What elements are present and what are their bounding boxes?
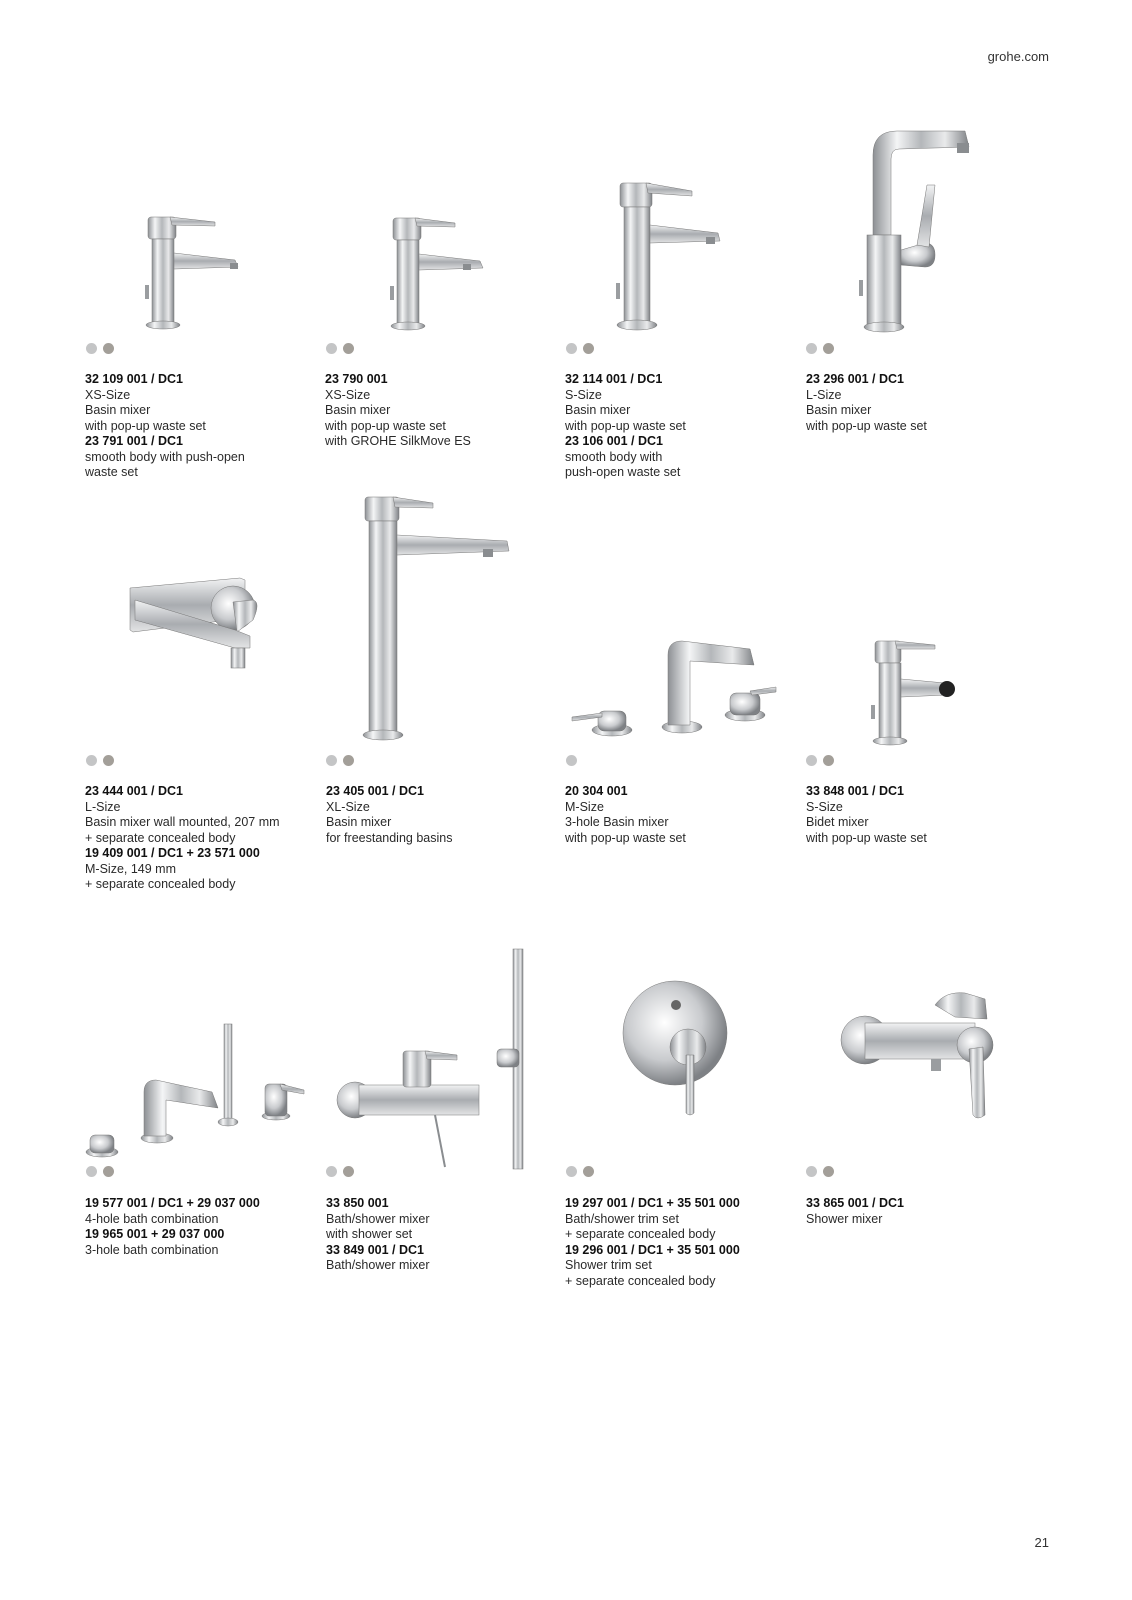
product-detail: waste set (85, 465, 138, 479)
finish-brushed-swatch (343, 343, 354, 354)
product-detail: with pop-up waste set (565, 830, 686, 845)
article-number: 33 865 001 / DC1 (806, 1196, 904, 1210)
site-url: grohe.com (987, 49, 1049, 64)
product-description (326, 1196, 556, 1274)
product-detail: + separate concealed body (85, 877, 236, 891)
finish-chrome-swatch (326, 343, 337, 354)
product-type: 3-hole bath combination (85, 1242, 219, 1257)
finish-chrome-swatch (326, 1166, 337, 1177)
basin-mixer-xs-image (140, 205, 250, 335)
size-label: L-Size (806, 387, 842, 402)
product-detail: for freestanding basins (326, 830, 453, 845)
finish-brushed-swatch (103, 755, 114, 766)
product-description (565, 1196, 795, 1289)
finish-chrome-swatch (326, 755, 337, 766)
basin-mixer-l-image (855, 125, 985, 335)
finish-chrome-swatch (86, 343, 97, 354)
product-type: Bidet mixer (806, 815, 869, 829)
finish-swatches (326, 1166, 354, 1177)
size-label: XS-Size (325, 387, 371, 402)
article-number: 32 109 001 / DC1 (85, 372, 183, 386)
article-number: 33 850 001 (326, 1196, 389, 1210)
finish-brushed-swatch (823, 755, 834, 766)
product-detail: smooth body with (565, 449, 663, 464)
basin-mixer-s-image (610, 175, 730, 335)
finish-chrome-swatch (806, 1166, 817, 1177)
product-type: Basin mixer (325, 403, 391, 417)
finish-swatches (86, 1166, 114, 1177)
finish-brushed-swatch (343, 755, 354, 766)
finish-swatches (806, 343, 834, 354)
bidet-mixer-image (855, 635, 965, 750)
product-description (565, 784, 795, 846)
product-detail: push-open waste set (565, 465, 681, 479)
finish-swatches (566, 1166, 594, 1177)
article-number: 19 577 001 / DC1 + 29 037 000 (85, 1196, 260, 1210)
wall-mounted-basin-mixer-image (125, 570, 265, 680)
page-number: 21 (1034, 1535, 1049, 1550)
product-type: Basin mixer (85, 403, 151, 417)
article-number: 23 791 001 / DC1 (85, 434, 183, 448)
product-detail: M-Size, 149 mm (85, 861, 176, 876)
product-detail: + separate concealed body (565, 1227, 716, 1241)
finish-brushed-swatch (103, 1166, 114, 1177)
finish-chrome-swatch (86, 1166, 97, 1177)
product-detail: with pop-up waste set (806, 830, 927, 845)
article-number: 23 106 001 / DC1 (565, 434, 663, 448)
product-type: Basin mixer (806, 403, 872, 417)
product-detail: with pop-up waste set (85, 418, 206, 433)
article-number: 23 790 001 (325, 372, 388, 386)
product-type: Basin mixer wall mounted, 207 mm (85, 815, 280, 829)
finish-chrome-swatch (86, 755, 97, 766)
article-number: 33 849 001 / DC1 (326, 1242, 424, 1257)
finish-swatches (566, 343, 594, 354)
four-hole-bath-combination-image (82, 1020, 307, 1160)
finish-brushed-swatch (583, 343, 594, 354)
finish-chrome-swatch (566, 1166, 577, 1177)
product-detail: with pop-up waste set (565, 418, 686, 433)
product-detail: smooth body with push-open (85, 449, 245, 464)
product-description (85, 372, 315, 481)
finish-swatches (566, 755, 577, 766)
finish-chrome-swatch (566, 343, 577, 354)
size-label: XL-Size (326, 799, 370, 814)
article-number: 19 296 001 / DC1 + 35 501 000 (565, 1242, 740, 1257)
product-detail: with pop-up waste set (325, 418, 446, 433)
product-type: 4-hole bath combination (85, 1211, 219, 1226)
product-detail: with pop-up waste set (806, 418, 927, 433)
product-detail: with GROHE SilkMove ES (325, 434, 471, 448)
product-type: Bath/shower trim set (565, 1211, 679, 1226)
article-number: 19 297 001 / DC1 + 35 501 000 (565, 1196, 740, 1210)
product-type: 3-hole Basin mixer (565, 815, 669, 829)
three-hole-basin-mixer-image (570, 635, 780, 745)
finish-chrome-swatch (806, 755, 817, 766)
product-type: Shower mixer (806, 1211, 883, 1226)
finish-brushed-swatch (103, 343, 114, 354)
product-detail: with shower set (326, 1227, 413, 1241)
size-label: S-Size (565, 387, 602, 402)
product-description (565, 372, 795, 481)
product-description (326, 784, 556, 846)
article-number: 19 409 001 / DC1 + 23 571 000 (85, 846, 260, 860)
size-label: XS-Size (85, 387, 131, 402)
finish-brushed-swatch (823, 1166, 834, 1177)
product-detail: + separate concealed body (565, 1273, 716, 1288)
basin-mixer-xs-silkmove-image (385, 210, 495, 335)
article-number: 23 444 001 / DC1 (85, 784, 183, 798)
product-type: Bath/shower mixer (326, 1211, 430, 1226)
shower-trim-set-image (620, 975, 730, 1125)
article-number: 23 405 001 / DC1 (326, 784, 424, 798)
product-type: Shower trim set (565, 1258, 652, 1272)
finish-chrome-swatch (566, 755, 577, 766)
article-number: 33 848 001 / DC1 (806, 784, 904, 798)
finish-swatches (326, 343, 354, 354)
finish-brushed-swatch (583, 1166, 594, 1177)
product-description (85, 1196, 315, 1258)
product-description (85, 784, 315, 893)
product-description (806, 1196, 1036, 1227)
article-number: 23 296 001 / DC1 (806, 372, 904, 386)
product-description (806, 784, 1036, 846)
size-label: S-Size (806, 799, 843, 814)
finish-brushed-swatch (343, 1166, 354, 1177)
finish-swatches (806, 1166, 834, 1177)
article-number: 20 304 001 (565, 784, 628, 798)
product-type: Basin mixer (565, 403, 631, 417)
basin-mixer-xl-image (355, 495, 515, 745)
finish-swatches (326, 755, 354, 766)
finish-chrome-swatch (806, 343, 817, 354)
bath-shower-mixer-image (335, 945, 535, 1170)
finish-swatches (806, 755, 834, 766)
product-type: Bath/shower mixer (326, 1258, 430, 1272)
finish-brushed-swatch (823, 343, 834, 354)
product-description (806, 372, 1036, 434)
article-number: 32 114 001 / DC1 (565, 372, 663, 386)
finish-swatches (86, 755, 114, 766)
shower-mixer-image (835, 985, 1010, 1125)
size-label: M-Size (565, 799, 604, 814)
article-number: 19 965 001 + 29 037 000 (85, 1227, 225, 1241)
product-type: Basin mixer (326, 815, 392, 829)
finish-swatches (86, 343, 114, 354)
product-description (325, 372, 555, 450)
size-label: L-Size (85, 799, 121, 814)
product-detail: + separate concealed body (85, 830, 236, 845)
